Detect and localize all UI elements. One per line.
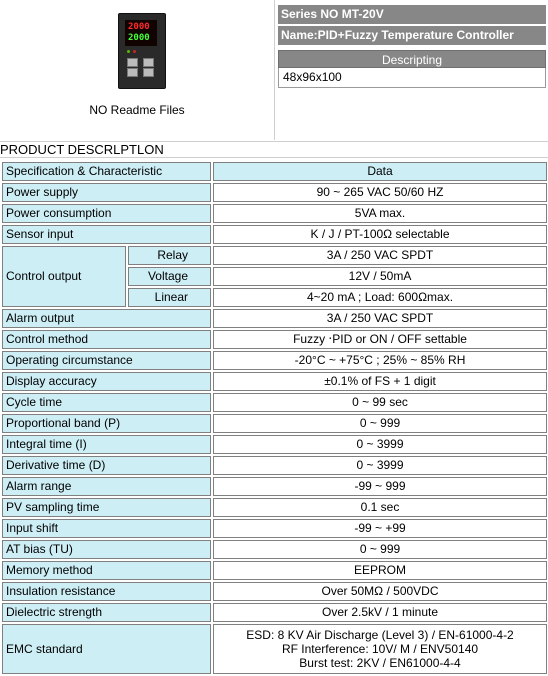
- header-spec: Specification & Characteristic: [2, 162, 211, 181]
- row-value: EEPROM: [213, 561, 547, 580]
- sub-label-relay: Relay: [128, 246, 211, 265]
- row-value: -99 ~ +99: [213, 519, 547, 538]
- row-value: 0 ~ 999: [213, 414, 547, 433]
- row-value: 0 ~ 99 sec: [213, 393, 547, 412]
- row-label: Cycle time: [2, 393, 211, 412]
- table-row: [2, 393, 547, 412]
- row-label: Alarm output: [2, 309, 211, 328]
- table-row: [2, 561, 547, 580]
- row-label: Sensor input: [2, 225, 211, 244]
- descripting-value: 48x96x100: [278, 68, 546, 88]
- row-label: EMC standard: [2, 624, 211, 674]
- controller-image[interactable]: [118, 13, 166, 89]
- table-row: [2, 246, 547, 265]
- controller-led: [133, 50, 136, 53]
- emc-line-rf: RF Interference: 10V/ M / ENV50140: [281, 642, 479, 656]
- row-label: Integral time (I): [2, 435, 211, 454]
- spec-table: [0, 160, 548, 676]
- table-row: [2, 603, 547, 622]
- row-value: Fuzzy ‧PID or ON / OFF settable: [213, 330, 547, 349]
- row-label: Derivative time (D): [2, 456, 211, 475]
- row-value: 5VA max.: [213, 204, 547, 223]
- readme-text: NO Readme Files: [89, 103, 185, 117]
- row-value: -99 ~ 999: [213, 477, 547, 496]
- row-label: Insulation resistance: [2, 582, 211, 601]
- controller-led: [127, 50, 130, 53]
- row-label: Proportional band (P): [2, 414, 211, 433]
- controller-button: [127, 68, 138, 77]
- product-image-cell: [0, 0, 275, 140]
- product-name: Name:PID+Fuzzy Temperature Controller: [278, 26, 546, 45]
- row-value: 3A / 250 VAC SPDT: [213, 309, 547, 328]
- table-row: [2, 519, 547, 538]
- row-label: Input shift: [2, 519, 211, 538]
- sub-label-linear: Linear: [128, 288, 211, 307]
- table-row: [2, 372, 547, 391]
- row-label: Memory method: [2, 561, 211, 580]
- product-info-cell: [275, 0, 548, 140]
- divider: [0, 157, 548, 158]
- table-row: [2, 435, 547, 454]
- table-row: [2, 330, 547, 349]
- row-value: 0 ~ 999: [213, 540, 547, 559]
- table-row: [2, 477, 547, 496]
- table-row: [2, 225, 547, 244]
- row-value: ±0.1% of FS + 1 digit: [213, 372, 547, 391]
- row-label: Alarm range: [2, 477, 211, 496]
- table-row: [2, 183, 547, 202]
- row-label: Dielectric strength: [2, 603, 211, 622]
- sub-label-voltage: Voltage: [128, 267, 211, 286]
- row-label: Display accuracy: [2, 372, 211, 391]
- table-row: [2, 456, 547, 475]
- row-label: Control output: [2, 246, 126, 307]
- controller-button: [143, 68, 154, 77]
- table-row: [2, 498, 547, 517]
- row-value: 0 ~ 3999: [213, 435, 547, 454]
- section-title: PRODUCT DESCRLPTLON: [0, 142, 164, 157]
- row-value: 90 ~ 265 VAC 50/60 HZ: [213, 183, 547, 202]
- row-value: Over 2.5kV / 1 minute: [213, 603, 547, 622]
- row-label: Power consumption: [2, 204, 211, 223]
- table-row: [2, 204, 547, 223]
- row-value: 0 ~ 3999: [213, 456, 547, 475]
- row-label: Control method: [2, 330, 211, 349]
- table-row: [2, 582, 547, 601]
- row-value: 0.1 sec: [213, 498, 547, 517]
- row-value: Over 50MΩ / 500VDC: [213, 582, 547, 601]
- row-value: 3A / 250 VAC SPDT: [213, 246, 547, 265]
- controller-display: [125, 20, 157, 46]
- row-value: 12V / 50mA: [213, 267, 547, 286]
- row-value-emc: [213, 624, 547, 674]
- row-value: -20°C ~ +75°C ; 25% ~ 85% RH: [213, 351, 547, 370]
- row-label: PV sampling time: [2, 498, 211, 517]
- table-row: [2, 540, 547, 559]
- controller-pv-readout: 2000: [128, 22, 150, 32]
- series-title: Series NO MT-20V: [278, 5, 546, 24]
- header-data: Data: [213, 162, 547, 181]
- controller-button: [127, 58, 138, 67]
- table-row: [2, 309, 547, 328]
- table-header-row: [2, 162, 547, 181]
- row-label: Operating circumstance: [2, 351, 211, 370]
- controller-sv-readout: 2000: [128, 33, 150, 43]
- table-row: [2, 414, 547, 433]
- product-summary: [0, 0, 548, 140]
- emc-line-esd: ESD: 8 KV Air Discharge (Level 3) / EN-61000-4-2: [246, 628, 514, 642]
- row-value: K / J / PT-100Ω selectable: [213, 225, 547, 244]
- row-value: 4~20 mA ; Load: 600Ωmax.: [213, 288, 547, 307]
- row-label: Power supply: [2, 183, 211, 202]
- table-row: [2, 351, 547, 370]
- emc-line-burst: Burst test: 2KV / EN61000-4-4: [299, 656, 461, 670]
- table-row: [2, 624, 547, 674]
- row-label: AT bias (TU): [2, 540, 211, 559]
- descripting-header: Descripting: [278, 50, 546, 68]
- controller-button: [143, 58, 154, 67]
